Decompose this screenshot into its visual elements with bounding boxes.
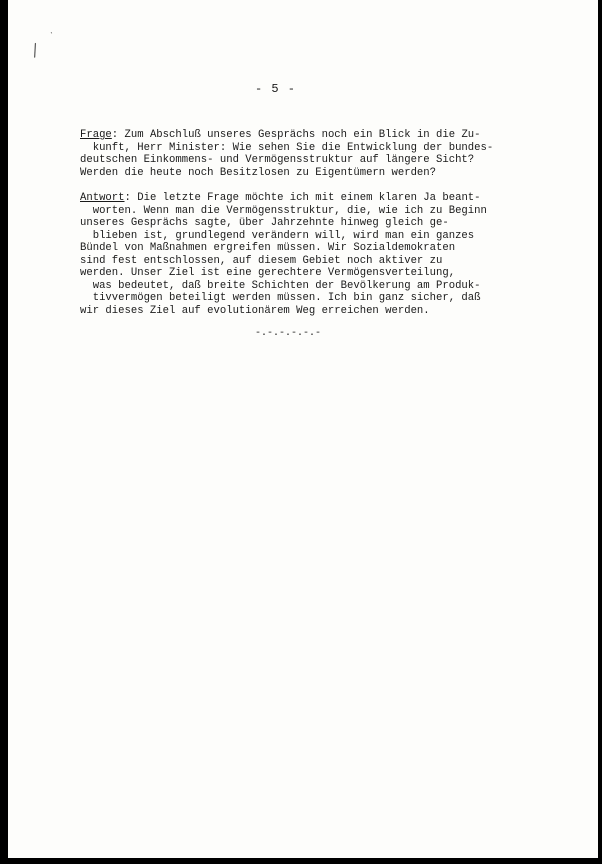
question-paragraph <box>80 129 493 179</box>
scan-border-right <box>598 0 602 864</box>
answer-line-2: worten. Wenn man die Vermögensstruktur, die, wie ich zu Beginn <box>80 204 487 217</box>
answer-line-10: wir dieses Ziel auf evolutionärem Weg erreichen werden. <box>80 304 430 317</box>
answer-line-6: sind fest entschlossen, auf diesem Gebiet noch aktiver zu <box>80 254 443 267</box>
question-line-1: : Zum Abschluß unseres Gesprächs noch ein Blick in die Zu- <box>111 129 481 141</box>
scan-mark-slash: ╱ <box>30 45 42 59</box>
scan-mark-top: ˎ <box>49 26 54 35</box>
question-line-3: deutschen Einkommens- und Vermögensstruktur auf längere Sicht? <box>80 154 475 166</box>
answer-line-5: Bündel von Maßnahmen ergreifen müssen. Wir Sozialdemokraten <box>80 242 456 254</box>
page-number: - 5 - <box>255 82 297 96</box>
answer-line-9: tivvermögen beteiligt werden müssen. Ich bin ganz sicher, daß <box>80 292 481 304</box>
question-label: Frage <box>80 129 112 141</box>
answer-line-1: : Die letzte Frage möchte ich mit einem klaren Ja beant- <box>124 192 481 204</box>
answer-line-8: was bedeutet, daß breite Schichten der Bevölkerung am Produk- <box>80 279 481 292</box>
answer-label: Antwort <box>80 192 125 204</box>
scan-border-left <box>0 0 8 864</box>
answer-line-7: werden. Unser Ziel ist eine gerechtere Vermögensverteilung, <box>80 267 456 279</box>
question-line-4: Werden die heute noch Besitzlosen zu Eigentümern werden? <box>80 166 437 179</box>
answer-paragraph <box>80 192 487 317</box>
end-mark: -.-.-.-.-.- <box>255 328 322 339</box>
scan-border-bottom <box>0 858 602 864</box>
answer-line-3: unseres Gesprächs sagte, über Jahrzehnte hinweg gleich ge- <box>80 217 449 229</box>
question-line-2: kunft, Herr Minister: Wie sehen Sie die Entwicklung der bundes- <box>80 141 494 154</box>
answer-line-4: blieben ist, grundlegend verändern will, wird man ein ganzes <box>80 229 475 242</box>
